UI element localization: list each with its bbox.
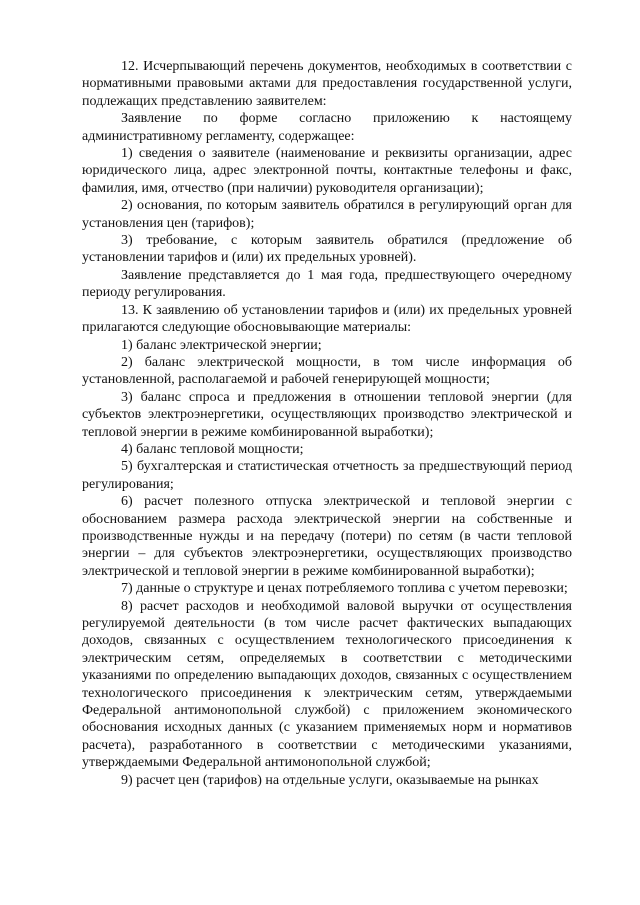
paragraph-13-item-6: 6) расчет полезного отпуска электрической и тепловой энергии с обоснованием размера расхода электрической энергии на собственные и производственные нужды и на передачу (потери) по сетям (в части тепловой энергии – для субъектов электроэнергетики, осуществляющих производство электрической и тепловой энергии в режиме комбинированной выработки); <box>82 494 572 579</box>
paragraph-13-item-8: 8) расчет расходов и необходимой валовой выручки от осуществления регулируемой деятельности (в том числе расчет фактических выпадающих доходов, связанных с осуществлением технологического присоединения к электрическим сетям, определяемых в соответствии с методическими указаниями по определению выпадающих доходов, связанных с осуществлением технологического присоединения к электрическим сетям, утверждаемыми Федеральной антимонопольной службой) с приложением экономического обоснования исходных данных (с указанием применяемых норм и нормативов расчета), разработанного в соответствии с методическими указаниями, утверждаемыми Федеральной антимонопольной службой; <box>82 598 572 771</box>
paragraph-13-item-1: 1) баланс электрической энергии; <box>121 337 322 353</box>
paragraph-12-heading: 12. Исчерпывающий перечень документов, необходимых в соответствии с нормативными правовыми актами для предоставления государственной услуги, подлежащих представлению заявителем: <box>82 59 572 109</box>
paragraph-13-item-5: 5) бухгалтерская и статистическая отчетность за предшествующий период регулирования; <box>82 459 572 492</box>
paragraph-13-item-2: 2) баланс электрической мощности, в том числе информация об установленной, располагаемой и рабочей генерирующей мощности; <box>82 354 572 388</box>
paragraph-item-3-requirement: 3) требование, с которым заявитель обратился (предложение об установлении тарифов и (или) их предельных уровней). <box>82 233 572 266</box>
paragraph-13-item-7: 7) данные о структуре и ценах потребляемого топлива с учетом перевозки; <box>121 581 568 597</box>
document-body <box>82 58 572 789</box>
paragraph-13-item-9: 9) расчет цен (тарифов) на отдельные услуги, оказываемые на рынках <box>121 772 539 788</box>
paragraph-13-item-3: 3) баланс спроса и предложения в отношении тепловой энергии (для субъектов электроэнергетики, осуществляющих производство электрической и тепловой энергии в режиме комбинированной выработки); <box>82 389 572 440</box>
paragraph-submission-deadline: Заявление представляется до 1 мая года, предшествующего очередному периоду регулирования. <box>82 267 572 301</box>
paragraph-item-2-grounds: 2) основания, по которым заявитель обратился в регулирующий орган для установления цен (тарифов); <box>82 198 572 231</box>
paragraph-13-heading: 13. К заявлению об установлении тарифов и (или) их предельных уровней прилагаются следующие обосновывающие материалы: <box>82 302 572 336</box>
paragraph-item-1-applicant-info: 1) сведения о заявителе (наименование и реквизиты организации, адрес юридического лица, адрес электронной почты, контактные телефоны и факс, фамилия, имя, отчество (при наличии) руководителя организации); <box>82 146 572 196</box>
paragraph-13-item-4: 4) баланс тепловой мощности; <box>121 441 304 457</box>
paragraph-application-form: Заявление по форме согласно приложению к настоящему административному регламенту, содержащее: <box>82 111 572 144</box>
